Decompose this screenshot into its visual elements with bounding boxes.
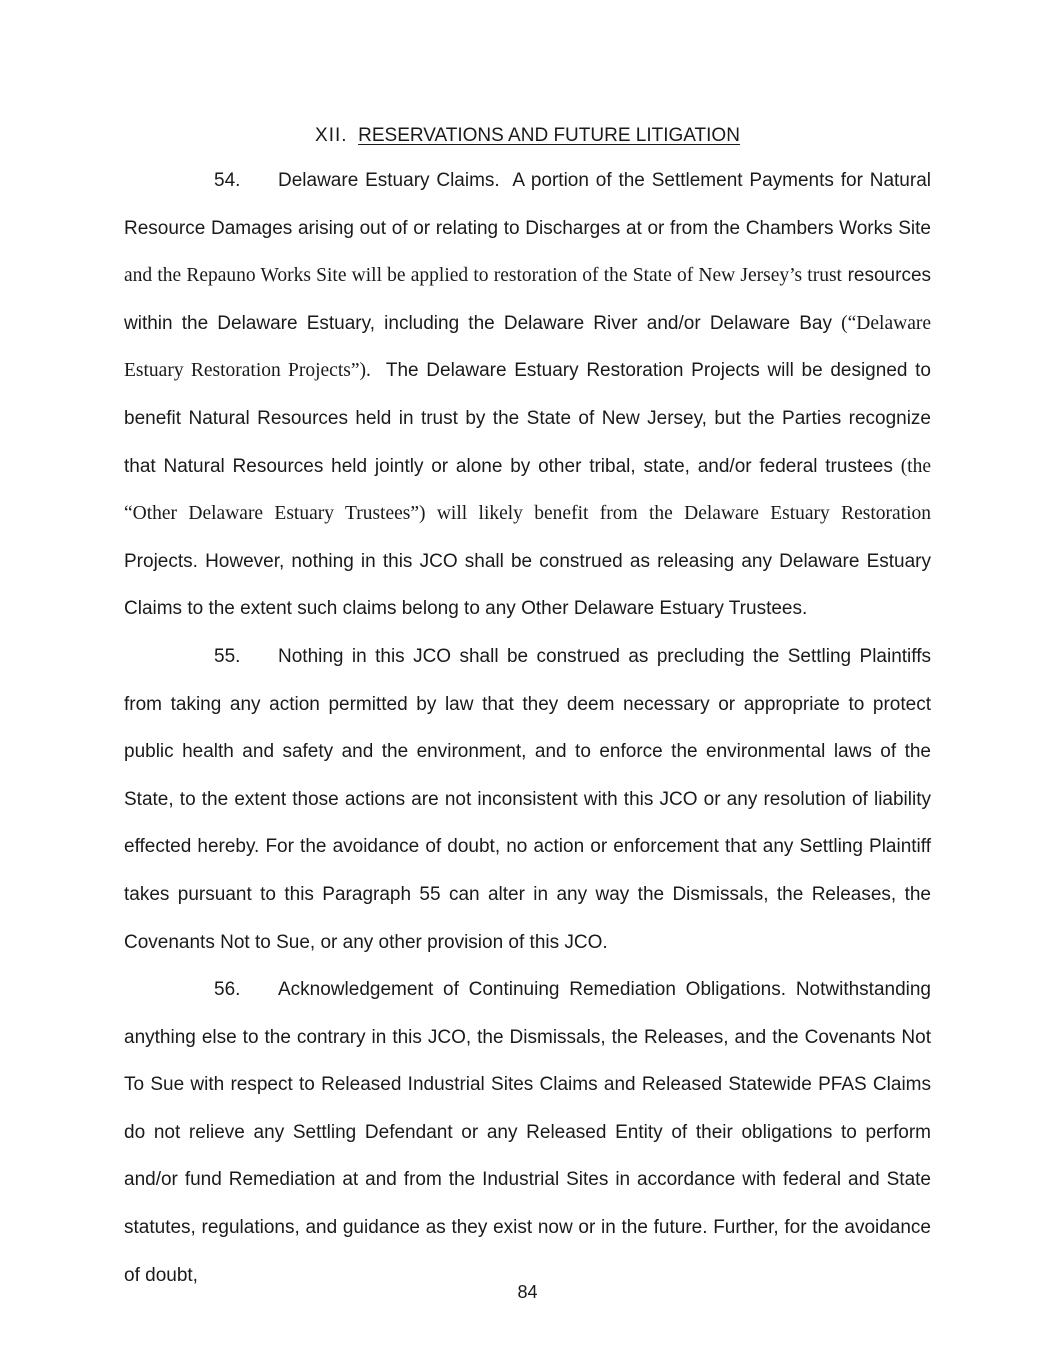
paragraph-text: Nothing in this JCO shall be construed as precluding the Settling Plaintiffs from taking any action permitted by law that they deem necessary or appropriate to protect public health and safety and the environment, and to enforce the environmental laws of the State, to the extent those actions are not inconsistent with this JCO or any resolution of liability effected hereby. For the avoidance of doubt, no action or enforcement that any Settling Plaintiff takes pursuant to this Paragraph 55 can alter in any way the Dismissals, the Releases, the Covenants Not to Sue, or any other provision of this JCO. <box>124 645 931 953</box>
paragraph-heading: Acknowledgement of Continuing Remediation Obligations. <box>278 979 787 1001</box>
section-heading <box>0 124 1055 148</box>
paragraph-text: Projects. However, nothing in this JCO shall be construed as releasing any Delaware Estuary Claims to the extent such claims belong to any Other Delaware Estuary Trustees. <box>124 550 931 620</box>
page-number: 84 <box>517 1282 538 1302</box>
paragraph-text: The Delaware Estuary Restoration Projects will be designed to benefit Natural Resources held in trust by the State of New Jersey, but the Parties recognize that Natural Resources held jointly or alone by other tribal, state, and/or federal trustees <box>124 360 931 477</box>
paragraph-number: 54. <box>214 170 241 191</box>
paragraph-55 <box>124 633 931 966</box>
paragraph-text: (“Delaware Estuary Restoration Projects”). <box>124 312 932 382</box>
paragraph-number: 56. <box>214 979 241 1001</box>
paragraph-number: 55. <box>214 645 241 667</box>
paragraph-text: resources within the Delaware Estuary, including the Delaware River and/or Delaware Bay <box>124 265 932 334</box>
paragraph-text: and the Repauno Works Site will be applied to restoration of the State of New Jersey’s trust <box>124 265 842 287</box>
paragraph-56 <box>124 966 931 1299</box>
paragraph-text: A portion of the Settlement Payments for Natural Resource Damages arising out of or relating to Discharges at or from the Chambers Works Site <box>124 170 931 239</box>
document-body <box>124 157 931 1299</box>
section-number: XII. <box>315 125 348 146</box>
paragraph-text: (the “Other Delaware Estuary Trustees”) will likely benefit from the Delaware Estuary Restoration <box>124 455 932 525</box>
paragraph-text: Notwithstanding anything else to the contrary in this JCO, the Dismissals, the Releases, and the Covenants Not To Sue with respect to Released Industrial Sites Claims and Released Statewide PFAS Claims do not relieve any Settling Defendant or any Released Entity of their obligations to perform and/or fund Remediation at and from the Industrial Sites in accordance with federal and State statutes, regulations, and guidance as they exist now or in the future. Further, for the avoidance of doubt, <box>124 979 932 1286</box>
paragraph-54 <box>124 157 931 633</box>
paragraph-heading: Delaware Estuary Claims. <box>278 170 500 191</box>
section-title: RESERVATIONS AND FUTURE LITIGATION <box>358 125 740 146</box>
